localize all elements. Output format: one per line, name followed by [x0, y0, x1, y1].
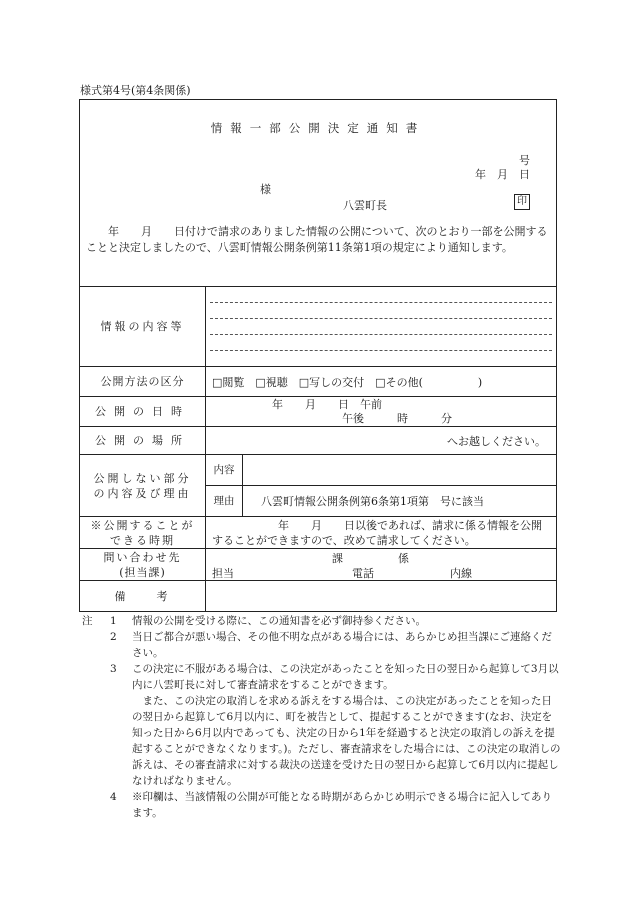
remarks-field[interactable] [206, 581, 556, 611]
datetime-field[interactable] [206, 397, 556, 426]
note-number: 2 [110, 631, 117, 643]
release-value: 年 月 日以後であれば、請求に係る情報を公開することができますので、改めて請求してください。 [212, 519, 542, 547]
method-options[interactable]: □閲覧 □視聴 □写しの交付 □その他( ) [212, 375, 483, 389]
document-title: 情報一部公開決定通知書 [210, 121, 426, 135]
note-item [110, 789, 562, 821]
intro-text: 年 月 日付けで請求のありました情報の公開について、次のとおり一部を公開することと決定しましたので、八雲町情報公開条例第11条第1項の規定により通知します。 [86, 225, 548, 254]
notice-header [80, 100, 556, 287]
note-number: 3 [110, 663, 117, 675]
content-sub-label: 内容 [206, 455, 243, 485]
contact-phone: 電話 [352, 567, 374, 580]
notice-form [79, 99, 557, 612]
row-remarks [80, 581, 556, 611]
release-label: ※公開することができる時期 [80, 517, 206, 548]
reason-sub-label: 理由 [206, 486, 243, 516]
note-number: 4 [110, 791, 117, 803]
addressee: 様 [260, 183, 271, 196]
note-text: この決定に不服がある場合は、この決定があったことを知った日の翌日から起算して3月以内に八雲町長に対して審査請求をすることができます。 [132, 663, 559, 691]
info-content-label: 情報の内容等 [80, 287, 206, 366]
issuer-name: 八雲町長 [343, 199, 387, 212]
reason-subrow [206, 486, 556, 516]
nondisclosed-field [206, 455, 556, 516]
contact-label: 問い合わせ先 [103, 550, 182, 564]
method-label: 公開方法の区分 [80, 367, 206, 396]
contact-section: 課 係 [332, 552, 409, 565]
seal-mark: 印 [514, 194, 530, 210]
contact-sublabel: (担当課) [119, 565, 166, 579]
row-method [80, 367, 556, 397]
note-text: 当日ご都合が悪い場合、その他不明な点がある場合には、あらかじめ担当課にご連絡ください。 [132, 631, 552, 659]
form-label: 様式第4号(第4条関係) [80, 84, 191, 97]
datetime-line2: 午後 時 分 [342, 412, 452, 425]
dotted-line [210, 350, 552, 351]
dotted-line [210, 318, 552, 319]
note-item [110, 693, 562, 789]
notes-section [82, 613, 562, 821]
document-number: 号 [519, 154, 530, 167]
row-place [80, 427, 556, 455]
contact-extension: 内線 [450, 567, 472, 580]
note-text: また、この決定の取消しを求める訴えをする場合は、この決定があったことを知った日の翌日から起算して6月以内に、町を被告として、提起することができます(なお、決定を知った日から6月以内であっても、決定の日から1年を経過すると決定の取消しの訴えを提起することができなくなります。)。ただし、審査請求をした場合には、この決定の取消しの訴えは、その審査請求に対する裁決の送達を受けた日の翌日から起算して6月以内に提起しなければなりません。 [132, 695, 561, 787]
note-item [110, 661, 562, 693]
reason-value[interactable]: 八雲町情報公開条例第6条第1項第 号に該当 [261, 494, 484, 508]
note-item [110, 613, 562, 629]
notes-prefix: 注 [82, 615, 93, 627]
issue-date: 年 月 日 [475, 168, 530, 181]
nondisclosed-label: 公開しない部分の内容及び理由 [80, 455, 206, 516]
datetime-line1: 年 月 日 午前 [272, 398, 382, 411]
info-content-field[interactable] [206, 287, 556, 366]
remarks-label: 備 考 [80, 581, 206, 611]
place-field[interactable]: へお越しください。 [447, 434, 546, 448]
row-contact [80, 549, 556, 581]
content-subrow [206, 455, 556, 486]
content-value-field[interactable] [243, 455, 556, 485]
dotted-line [210, 334, 552, 335]
row-release [80, 517, 556, 549]
row-info-content [80, 287, 556, 367]
row-nondisclosed [80, 455, 556, 517]
note-number: 1 [110, 615, 117, 627]
datetime-label: 公開の日時 [80, 397, 206, 426]
dotted-line [210, 302, 552, 303]
note-text: ※印欄は、当該情報の公開が可能となる時期があらかじめ明示できる場合に記入してあります。 [132, 791, 552, 819]
notes-list [82, 613, 562, 821]
place-label: 公開の場所 [80, 427, 206, 454]
contact-field[interactable] [206, 549, 556, 580]
note-item [110, 629, 562, 661]
note-text: 情報の公開を受ける際に、この通知書を必ず御持参ください。 [132, 615, 426, 627]
row-datetime [80, 397, 556, 427]
contact-person: 担当 [212, 567, 234, 580]
contact-label-cell [80, 549, 206, 580]
